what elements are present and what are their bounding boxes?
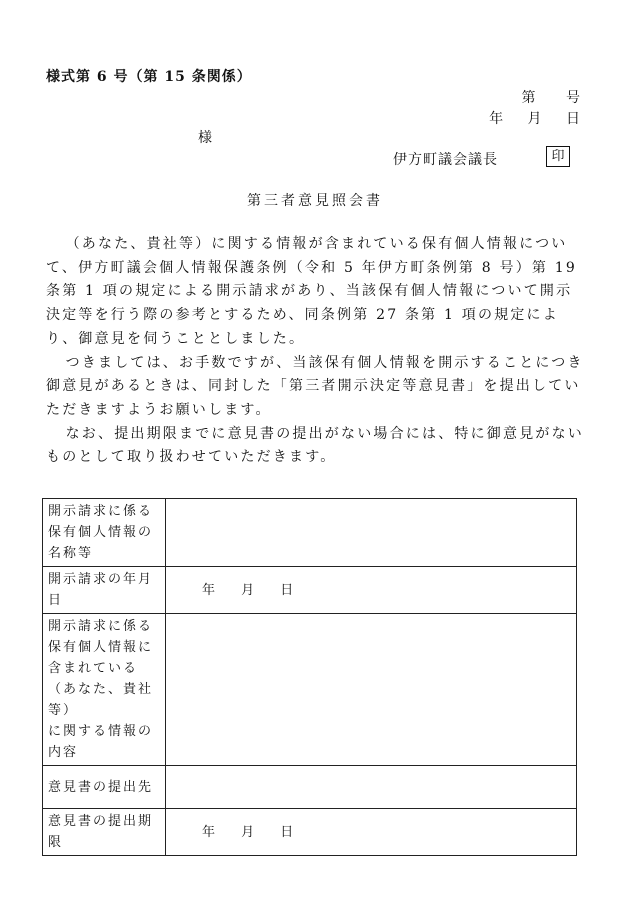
- document-date: 年 月 日: [489, 111, 580, 127]
- info-table: [42, 498, 577, 856]
- document-number: 第 号: [521, 90, 580, 106]
- seal-stamp: 印: [546, 146, 570, 167]
- addressee: 様: [198, 130, 212, 146]
- table-row: [43, 567, 577, 614]
- form-number: 様式第 6 号（第 15 条関係）: [46, 69, 252, 85]
- sender-title: 伊方町議会議長: [393, 152, 498, 168]
- row-value-info-name[interactable]: [166, 499, 577, 567]
- table-row: [43, 809, 577, 856]
- body-paragraph: つきましては、お手数ですが、当該保有個人情報を開示することにつき御意見があるときは、同封した「第三者開示決定等意見書」を提出していただきますようお願いします。: [46, 354, 584, 418]
- table-row: [43, 499, 577, 567]
- row-value-request-date[interactable]: 年 月 日: [166, 567, 577, 614]
- row-value-deadline[interactable]: 年 月 日: [166, 809, 577, 856]
- row-label-deadline: 意見書の提出期限: [43, 809, 166, 856]
- body-paragraph: （あなた、貴社等）に関する情報が含まれている保有個人情報について、伊方町議会個人情報保護条例（令和 5 年伊方町条例第 8 号）第 19 条第 1 項の規定による開示請求があり、当該保有個人情報について開示決定等を行う際の参考とするため、同条例第 27 条第 1 項の規定により、御意見を伺うこととしました。: [46, 236, 577, 347]
- row-label-request-date: 開示請求の年月日: [43, 567, 166, 614]
- table-row: [43, 614, 577, 766]
- row-label-submit-to: 意見書の提出先: [43, 766, 166, 809]
- row-value-submit-to[interactable]: [166, 766, 577, 809]
- document-title: 第三者意見照会書: [247, 193, 383, 209]
- table-row: [43, 766, 577, 809]
- row-label-info-name: 開示請求に係る保有個人情報の名称等: [43, 499, 166, 567]
- row-value-info-content[interactable]: [166, 614, 577, 766]
- body-text: [46, 233, 586, 470]
- body-paragraph: なお、提出期限までに意見書の提出がない場合には、特に御意見がないものとして取り扱わせていただきます。: [46, 425, 584, 466]
- row-label-info-content: 開示請求に係る保有個人情報に含まれている （あなた、貴社等） に関する情報の内容: [43, 614, 166, 766]
